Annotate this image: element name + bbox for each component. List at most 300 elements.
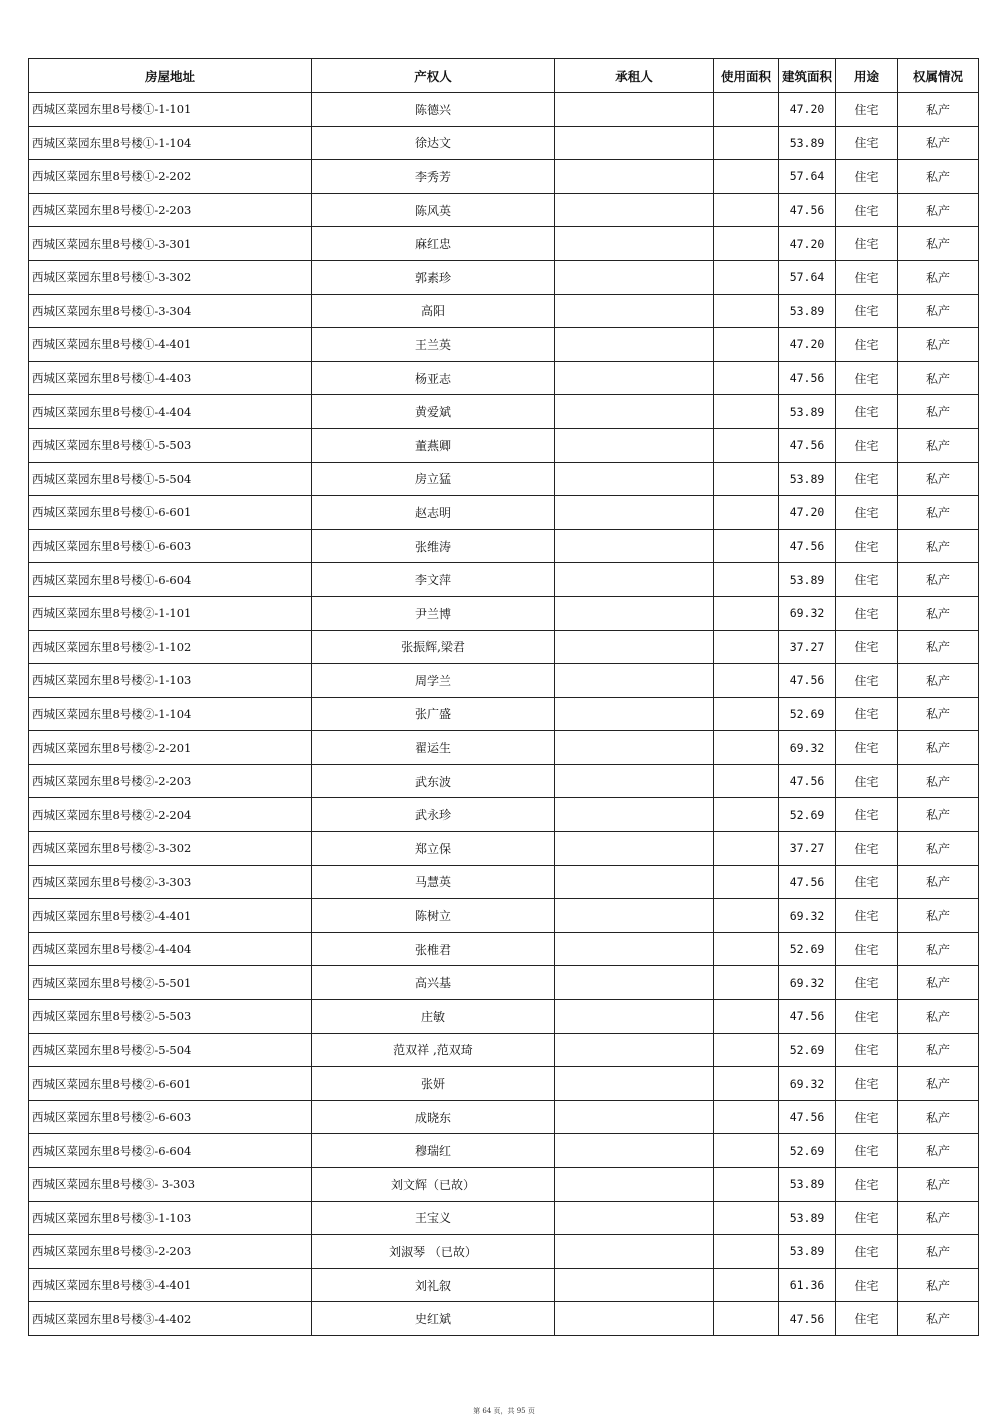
table-row bbox=[29, 966, 979, 1000]
cell-usable-area bbox=[714, 563, 779, 597]
table-row bbox=[29, 462, 979, 496]
cell-tenant bbox=[555, 462, 714, 496]
cell-usable-area bbox=[714, 1235, 779, 1269]
cell-building-area: 52.69 bbox=[779, 1134, 836, 1168]
cell-building-area: 47.56 bbox=[779, 764, 836, 798]
cell-address: 西城区菜园东里8号楼③-4-402 bbox=[29, 1302, 312, 1336]
cell-address: 西城区菜园东里8号楼①-4-403 bbox=[29, 361, 312, 395]
cell-usable-area bbox=[714, 529, 779, 563]
cell-owner: 陈德兴 bbox=[312, 93, 555, 127]
cell-usable-area bbox=[714, 462, 779, 496]
cell-building-area: 37.27 bbox=[779, 832, 836, 866]
table-row bbox=[29, 1235, 979, 1269]
cell-building-area: 47.56 bbox=[779, 865, 836, 899]
cell-owner: 王兰英 bbox=[312, 328, 555, 362]
cell-usage: 住宅 bbox=[836, 428, 898, 462]
cell-ownership: 私产 bbox=[898, 563, 979, 597]
cell-building-area: 52.69 bbox=[779, 1033, 836, 1067]
cell-owner: 武永珍 bbox=[312, 798, 555, 832]
cell-usage: 住宅 bbox=[836, 361, 898, 395]
table-row bbox=[29, 395, 979, 429]
cell-building-area: 47.56 bbox=[779, 664, 836, 698]
cell-ownership: 私产 bbox=[898, 227, 979, 261]
table-row bbox=[29, 1201, 979, 1235]
table-row bbox=[29, 193, 979, 227]
cell-tenant bbox=[555, 260, 714, 294]
header-address: 房屋地址 bbox=[29, 59, 312, 93]
cell-building-area: 53.89 bbox=[779, 395, 836, 429]
cell-owner: 李秀芳 bbox=[312, 160, 555, 194]
cell-usage: 住宅 bbox=[836, 462, 898, 496]
table-row bbox=[29, 529, 979, 563]
cell-ownership: 私产 bbox=[898, 126, 979, 160]
cell-usage: 住宅 bbox=[836, 697, 898, 731]
table-row bbox=[29, 361, 979, 395]
cell-address: 西城区菜园东里8号楼①-4-404 bbox=[29, 395, 312, 429]
cell-building-area: 47.20 bbox=[779, 227, 836, 261]
cell-tenant bbox=[555, 1201, 714, 1235]
cell-usable-area bbox=[714, 1134, 779, 1168]
cell-tenant bbox=[555, 126, 714, 160]
cell-building-area: 47.56 bbox=[779, 428, 836, 462]
cell-usage: 住宅 bbox=[836, 1033, 898, 1067]
cell-usable-area bbox=[714, 697, 779, 731]
cell-owner: 武东波 bbox=[312, 764, 555, 798]
header-ownership: 权属情况 bbox=[898, 59, 979, 93]
cell-tenant bbox=[555, 428, 714, 462]
cell-usage: 住宅 bbox=[836, 1201, 898, 1235]
cell-owner: 张维涛 bbox=[312, 529, 555, 563]
cell-usage: 住宅 bbox=[836, 395, 898, 429]
cell-usage: 住宅 bbox=[836, 932, 898, 966]
cell-usage: 住宅 bbox=[836, 731, 898, 765]
cell-owner: 史红斌 bbox=[312, 1302, 555, 1336]
cell-ownership: 私产 bbox=[898, 865, 979, 899]
cell-usage: 住宅 bbox=[836, 529, 898, 563]
table-row bbox=[29, 328, 979, 362]
cell-owner: 徐达文 bbox=[312, 126, 555, 160]
cell-usage: 住宅 bbox=[836, 899, 898, 933]
cell-owner: 马慧英 bbox=[312, 865, 555, 899]
cell-building-area: 52.69 bbox=[779, 932, 836, 966]
cell-usage: 住宅 bbox=[836, 966, 898, 1000]
table-row bbox=[29, 1033, 979, 1067]
cell-tenant bbox=[555, 294, 714, 328]
cell-building-area: 69.32 bbox=[779, 731, 836, 765]
table-row bbox=[29, 1100, 979, 1134]
cell-building-area: 57.64 bbox=[779, 260, 836, 294]
table-row bbox=[29, 865, 979, 899]
cell-tenant bbox=[555, 361, 714, 395]
cell-tenant bbox=[555, 193, 714, 227]
cell-tenant bbox=[555, 227, 714, 261]
cell-building-area: 53.89 bbox=[779, 462, 836, 496]
cell-address: 西城区菜园东里8号楼③-2-203 bbox=[29, 1235, 312, 1269]
cell-tenant bbox=[555, 1268, 714, 1302]
cell-ownership: 私产 bbox=[898, 596, 979, 630]
cell-tenant bbox=[555, 664, 714, 698]
cell-ownership: 私产 bbox=[898, 1235, 979, 1269]
cell-usable-area bbox=[714, 160, 779, 194]
cell-address: 西城区菜园东里8号楼②-2-201 bbox=[29, 731, 312, 765]
cell-owner: 穆瑞红 bbox=[312, 1134, 555, 1168]
cell-usable-area bbox=[714, 731, 779, 765]
cell-address: 西城区菜园东里8号楼①-3-302 bbox=[29, 260, 312, 294]
cell-tenant bbox=[555, 731, 714, 765]
cell-address: 西城区菜园东里8号楼①-6-604 bbox=[29, 563, 312, 597]
cell-address: 西城区菜园东里8号楼①-2-202 bbox=[29, 160, 312, 194]
cell-owner: 房立猛 bbox=[312, 462, 555, 496]
cell-tenant bbox=[555, 1000, 714, 1034]
cell-address: 西城区菜园东里8号楼①-1-104 bbox=[29, 126, 312, 160]
cell-tenant bbox=[555, 496, 714, 530]
cell-usable-area bbox=[714, 630, 779, 664]
cell-building-area: 47.20 bbox=[779, 93, 836, 127]
cell-tenant bbox=[555, 1134, 714, 1168]
cell-usable-area bbox=[714, 899, 779, 933]
cell-address: 西城区菜园东里8号楼③-1-103 bbox=[29, 1201, 312, 1235]
cell-owner: 王宝义 bbox=[312, 1201, 555, 1235]
table-row bbox=[29, 1134, 979, 1168]
cell-address: 西城区菜园东里8号楼①-6-601 bbox=[29, 496, 312, 530]
cell-owner: 刘礼叙 bbox=[312, 1268, 555, 1302]
cell-owner: 杨亚志 bbox=[312, 361, 555, 395]
header-owner: 产权人 bbox=[312, 59, 555, 93]
cell-building-area: 69.32 bbox=[779, 596, 836, 630]
cell-ownership: 私产 bbox=[898, 294, 979, 328]
cell-ownership: 私产 bbox=[898, 93, 979, 127]
cell-owner: 张振辉,梁君 bbox=[312, 630, 555, 664]
cell-address: 西城区菜园东里8号楼②-1-101 bbox=[29, 596, 312, 630]
table-row bbox=[29, 932, 979, 966]
property-table bbox=[28, 58, 979, 1336]
cell-usable-area bbox=[714, 865, 779, 899]
cell-ownership: 私产 bbox=[898, 1033, 979, 1067]
table-row bbox=[29, 1067, 979, 1101]
table-row bbox=[29, 93, 979, 127]
cell-ownership: 私产 bbox=[898, 1100, 979, 1134]
cell-owner: 周学兰 bbox=[312, 664, 555, 698]
cell-ownership: 私产 bbox=[898, 1134, 979, 1168]
cell-usable-area bbox=[714, 832, 779, 866]
cell-address: 西城区菜园东里8号楼③- 3-303 bbox=[29, 1168, 312, 1202]
cell-usable-area bbox=[714, 395, 779, 429]
cell-address: 西城区菜园东里8号楼②-6-603 bbox=[29, 1100, 312, 1134]
cell-usable-area bbox=[714, 798, 779, 832]
cell-usage: 住宅 bbox=[836, 1134, 898, 1168]
cell-usable-area bbox=[714, 664, 779, 698]
cell-address: 西城区菜园东里8号楼②-2-203 bbox=[29, 764, 312, 798]
cell-usage: 住宅 bbox=[836, 1302, 898, 1336]
cell-address: 西城区菜园东里8号楼②-1-103 bbox=[29, 664, 312, 698]
cell-ownership: 私产 bbox=[898, 462, 979, 496]
cell-owner: 董燕卿 bbox=[312, 428, 555, 462]
cell-owner: 刘文辉（已故） bbox=[312, 1168, 555, 1202]
cell-building-area: 47.56 bbox=[779, 1302, 836, 1336]
cell-ownership: 私产 bbox=[898, 428, 979, 462]
table-row bbox=[29, 260, 979, 294]
table-row bbox=[29, 227, 979, 261]
table-row bbox=[29, 596, 979, 630]
header-row bbox=[29, 59, 979, 93]
table-row bbox=[29, 764, 979, 798]
cell-ownership: 私产 bbox=[898, 731, 979, 765]
cell-tenant bbox=[555, 93, 714, 127]
cell-tenant bbox=[555, 1302, 714, 1336]
cell-address: 西城区菜园东里8号楼②-5-501 bbox=[29, 966, 312, 1000]
cell-tenant bbox=[555, 1067, 714, 1101]
cell-owner: 高阳 bbox=[312, 294, 555, 328]
cell-usage: 住宅 bbox=[836, 160, 898, 194]
cell-owner: 翟运生 bbox=[312, 731, 555, 765]
cell-building-area: 53.89 bbox=[779, 1201, 836, 1235]
cell-ownership: 私产 bbox=[898, 193, 979, 227]
cell-address: 西城区菜园东里8号楼②-5-504 bbox=[29, 1033, 312, 1067]
cell-usable-area bbox=[714, 93, 779, 127]
cell-address: 西城区菜园东里8号楼②-2-204 bbox=[29, 798, 312, 832]
cell-usable-area bbox=[714, 193, 779, 227]
table-row bbox=[29, 428, 979, 462]
cell-building-area: 47.56 bbox=[779, 529, 836, 563]
cell-building-area: 53.89 bbox=[779, 126, 836, 160]
cell-usage: 住宅 bbox=[836, 798, 898, 832]
cell-building-area: 47.56 bbox=[779, 1000, 836, 1034]
table-row bbox=[29, 832, 979, 866]
cell-usage: 住宅 bbox=[836, 126, 898, 160]
header-usable-area: 使用面积 bbox=[714, 59, 779, 93]
table-row bbox=[29, 697, 979, 731]
cell-owner: 张椎君 bbox=[312, 932, 555, 966]
cell-tenant bbox=[555, 798, 714, 832]
cell-usage: 住宅 bbox=[836, 1235, 898, 1269]
table-row bbox=[29, 563, 979, 597]
cell-owner: 郑立保 bbox=[312, 832, 555, 866]
cell-tenant bbox=[555, 328, 714, 362]
cell-building-area: 61.36 bbox=[779, 1268, 836, 1302]
cell-ownership: 私产 bbox=[898, 160, 979, 194]
cell-usage: 住宅 bbox=[836, 1168, 898, 1202]
cell-owner: 张广盛 bbox=[312, 697, 555, 731]
cell-building-area: 47.20 bbox=[779, 328, 836, 362]
cell-usage: 住宅 bbox=[836, 1000, 898, 1034]
cell-building-area: 53.89 bbox=[779, 1235, 836, 1269]
cell-ownership: 私产 bbox=[898, 764, 979, 798]
cell-address: 西城区菜园东里8号楼②-4-404 bbox=[29, 932, 312, 966]
table-row bbox=[29, 899, 979, 933]
cell-tenant bbox=[555, 630, 714, 664]
cell-building-area: 47.20 bbox=[779, 496, 836, 530]
cell-ownership: 私产 bbox=[898, 395, 979, 429]
cell-tenant bbox=[555, 899, 714, 933]
cell-ownership: 私产 bbox=[898, 260, 979, 294]
cell-address: 西城区菜园东里8号楼②-3-303 bbox=[29, 865, 312, 899]
cell-usage: 住宅 bbox=[836, 294, 898, 328]
cell-address: 西城区菜园东里8号楼①-3-301 bbox=[29, 227, 312, 261]
cell-building-area: 53.89 bbox=[779, 563, 836, 597]
cell-building-area: 52.69 bbox=[779, 697, 836, 731]
cell-ownership: 私产 bbox=[898, 496, 979, 530]
cell-building-area: 47.56 bbox=[779, 193, 836, 227]
cell-ownership: 私产 bbox=[898, 932, 979, 966]
cell-usable-area bbox=[714, 1067, 779, 1101]
table-row bbox=[29, 731, 979, 765]
cell-usable-area bbox=[714, 126, 779, 160]
cell-tenant bbox=[555, 932, 714, 966]
cell-ownership: 私产 bbox=[898, 899, 979, 933]
cell-owner: 尹兰博 bbox=[312, 596, 555, 630]
cell-owner: 陈风英 bbox=[312, 193, 555, 227]
table-body bbox=[29, 93, 979, 1336]
cell-usage: 住宅 bbox=[836, 596, 898, 630]
cell-tenant bbox=[555, 1168, 714, 1202]
cell-usage: 住宅 bbox=[836, 227, 898, 261]
cell-ownership: 私产 bbox=[898, 1067, 979, 1101]
cell-usable-area bbox=[714, 361, 779, 395]
cell-owner: 庄敏 bbox=[312, 1000, 555, 1034]
cell-building-area: 53.89 bbox=[779, 1168, 836, 1202]
cell-ownership: 私产 bbox=[898, 697, 979, 731]
cell-usable-area bbox=[714, 1168, 779, 1202]
cell-address: 西城区菜园东里8号楼②-3-302 bbox=[29, 832, 312, 866]
cell-ownership: 私产 bbox=[898, 1168, 979, 1202]
table-row bbox=[29, 496, 979, 530]
cell-usable-area bbox=[714, 227, 779, 261]
table-row bbox=[29, 126, 979, 160]
cell-ownership: 私产 bbox=[898, 966, 979, 1000]
cell-tenant bbox=[555, 697, 714, 731]
cell-usage: 住宅 bbox=[836, 563, 898, 597]
cell-usage: 住宅 bbox=[836, 764, 898, 798]
cell-address: 西城区菜园东里8号楼②-4-401 bbox=[29, 899, 312, 933]
cell-usable-area bbox=[714, 260, 779, 294]
cell-usage: 住宅 bbox=[836, 328, 898, 362]
cell-address: 西城区菜园东里8号楼①-6-603 bbox=[29, 529, 312, 563]
cell-tenant bbox=[555, 596, 714, 630]
cell-address: 西城区菜园东里8号楼②-6-601 bbox=[29, 1067, 312, 1101]
cell-building-area: 52.69 bbox=[779, 798, 836, 832]
cell-ownership: 私产 bbox=[898, 1268, 979, 1302]
header-building-area: 建筑面积 bbox=[779, 59, 836, 93]
cell-tenant bbox=[555, 966, 714, 1000]
cell-tenant bbox=[555, 865, 714, 899]
cell-building-area: 69.32 bbox=[779, 1067, 836, 1101]
table-row bbox=[29, 1168, 979, 1202]
cell-tenant bbox=[555, 764, 714, 798]
cell-usable-area bbox=[714, 496, 779, 530]
cell-ownership: 私产 bbox=[898, 1201, 979, 1235]
cell-usage: 住宅 bbox=[836, 193, 898, 227]
cell-owner: 麻红忠 bbox=[312, 227, 555, 261]
cell-usage: 住宅 bbox=[836, 496, 898, 530]
cell-address: 西城区菜园东里8号楼②-5-503 bbox=[29, 1000, 312, 1034]
cell-usable-area bbox=[714, 1302, 779, 1336]
table-row bbox=[29, 1268, 979, 1302]
cell-tenant bbox=[555, 529, 714, 563]
header-tenant: 承租人 bbox=[555, 59, 714, 93]
cell-ownership: 私产 bbox=[898, 664, 979, 698]
cell-ownership: 私产 bbox=[898, 328, 979, 362]
cell-usable-area bbox=[714, 764, 779, 798]
cell-address: 西城区菜园东里8号楼②-6-604 bbox=[29, 1134, 312, 1168]
cell-usable-area bbox=[714, 328, 779, 362]
cell-tenant bbox=[555, 1033, 714, 1067]
cell-ownership: 私产 bbox=[898, 361, 979, 395]
cell-address: 西城区菜园东里8号楼②-1-104 bbox=[29, 697, 312, 731]
cell-owner: 成晓东 bbox=[312, 1100, 555, 1134]
header-usage: 用途 bbox=[836, 59, 898, 93]
cell-address: 西城区菜园东里8号楼①-1-101 bbox=[29, 93, 312, 127]
cell-building-area: 47.56 bbox=[779, 361, 836, 395]
cell-tenant bbox=[555, 395, 714, 429]
cell-usage: 住宅 bbox=[836, 1067, 898, 1101]
cell-ownership: 私产 bbox=[898, 630, 979, 664]
cell-usage: 住宅 bbox=[836, 1268, 898, 1302]
table-row bbox=[29, 798, 979, 832]
table-row bbox=[29, 664, 979, 698]
table-row bbox=[29, 160, 979, 194]
cell-owner: 张妍 bbox=[312, 1067, 555, 1101]
cell-usable-area bbox=[714, 1201, 779, 1235]
cell-ownership: 私产 bbox=[898, 798, 979, 832]
cell-usable-area bbox=[714, 428, 779, 462]
cell-address: 西城区菜园东里8号楼①-4-401 bbox=[29, 328, 312, 362]
cell-usable-area bbox=[714, 932, 779, 966]
table-row bbox=[29, 1302, 979, 1336]
cell-usable-area bbox=[714, 1000, 779, 1034]
cell-ownership: 私产 bbox=[898, 529, 979, 563]
cell-address: 西城区菜园东里8号楼①-5-503 bbox=[29, 428, 312, 462]
cell-owner: 刘淑琴 （已故） bbox=[312, 1235, 555, 1269]
cell-tenant bbox=[555, 832, 714, 866]
cell-owner: 陈树立 bbox=[312, 899, 555, 933]
cell-building-area: 69.32 bbox=[779, 966, 836, 1000]
cell-usage: 住宅 bbox=[836, 664, 898, 698]
cell-usable-area bbox=[714, 1100, 779, 1134]
cell-usable-area bbox=[714, 596, 779, 630]
cell-ownership: 私产 bbox=[898, 832, 979, 866]
cell-owner: 赵志明 bbox=[312, 496, 555, 530]
cell-tenant bbox=[555, 1235, 714, 1269]
cell-tenant bbox=[555, 563, 714, 597]
cell-usage: 住宅 bbox=[836, 260, 898, 294]
cell-building-area: 47.56 bbox=[779, 1100, 836, 1134]
cell-usable-area bbox=[714, 1268, 779, 1302]
cell-usable-area bbox=[714, 294, 779, 328]
table-row bbox=[29, 294, 979, 328]
cell-usage: 住宅 bbox=[836, 1100, 898, 1134]
cell-usage: 住宅 bbox=[836, 832, 898, 866]
cell-owner: 高兴基 bbox=[312, 966, 555, 1000]
cell-address: 西城区菜园东里8号楼①-3-304 bbox=[29, 294, 312, 328]
cell-tenant bbox=[555, 1100, 714, 1134]
cell-address: 西城区菜园东里8号楼①-5-504 bbox=[29, 462, 312, 496]
cell-building-area: 69.32 bbox=[779, 899, 836, 933]
cell-tenant bbox=[555, 160, 714, 194]
cell-usage: 住宅 bbox=[836, 630, 898, 664]
cell-building-area: 57.64 bbox=[779, 160, 836, 194]
cell-address: 西城区菜园东里8号楼①-2-203 bbox=[29, 193, 312, 227]
cell-usable-area bbox=[714, 966, 779, 1000]
cell-building-area: 53.89 bbox=[779, 294, 836, 328]
cell-usage: 住宅 bbox=[836, 865, 898, 899]
cell-owner: 黄爱斌 bbox=[312, 395, 555, 429]
cell-usable-area bbox=[714, 1033, 779, 1067]
cell-owner: 郭素珍 bbox=[312, 260, 555, 294]
cell-owner: 范双祥 ,范双琦 bbox=[312, 1033, 555, 1067]
table-row bbox=[29, 630, 979, 664]
cell-usage: 住宅 bbox=[836, 93, 898, 127]
page-number: 第 64 页，共 95 页 bbox=[473, 1407, 535, 1415]
